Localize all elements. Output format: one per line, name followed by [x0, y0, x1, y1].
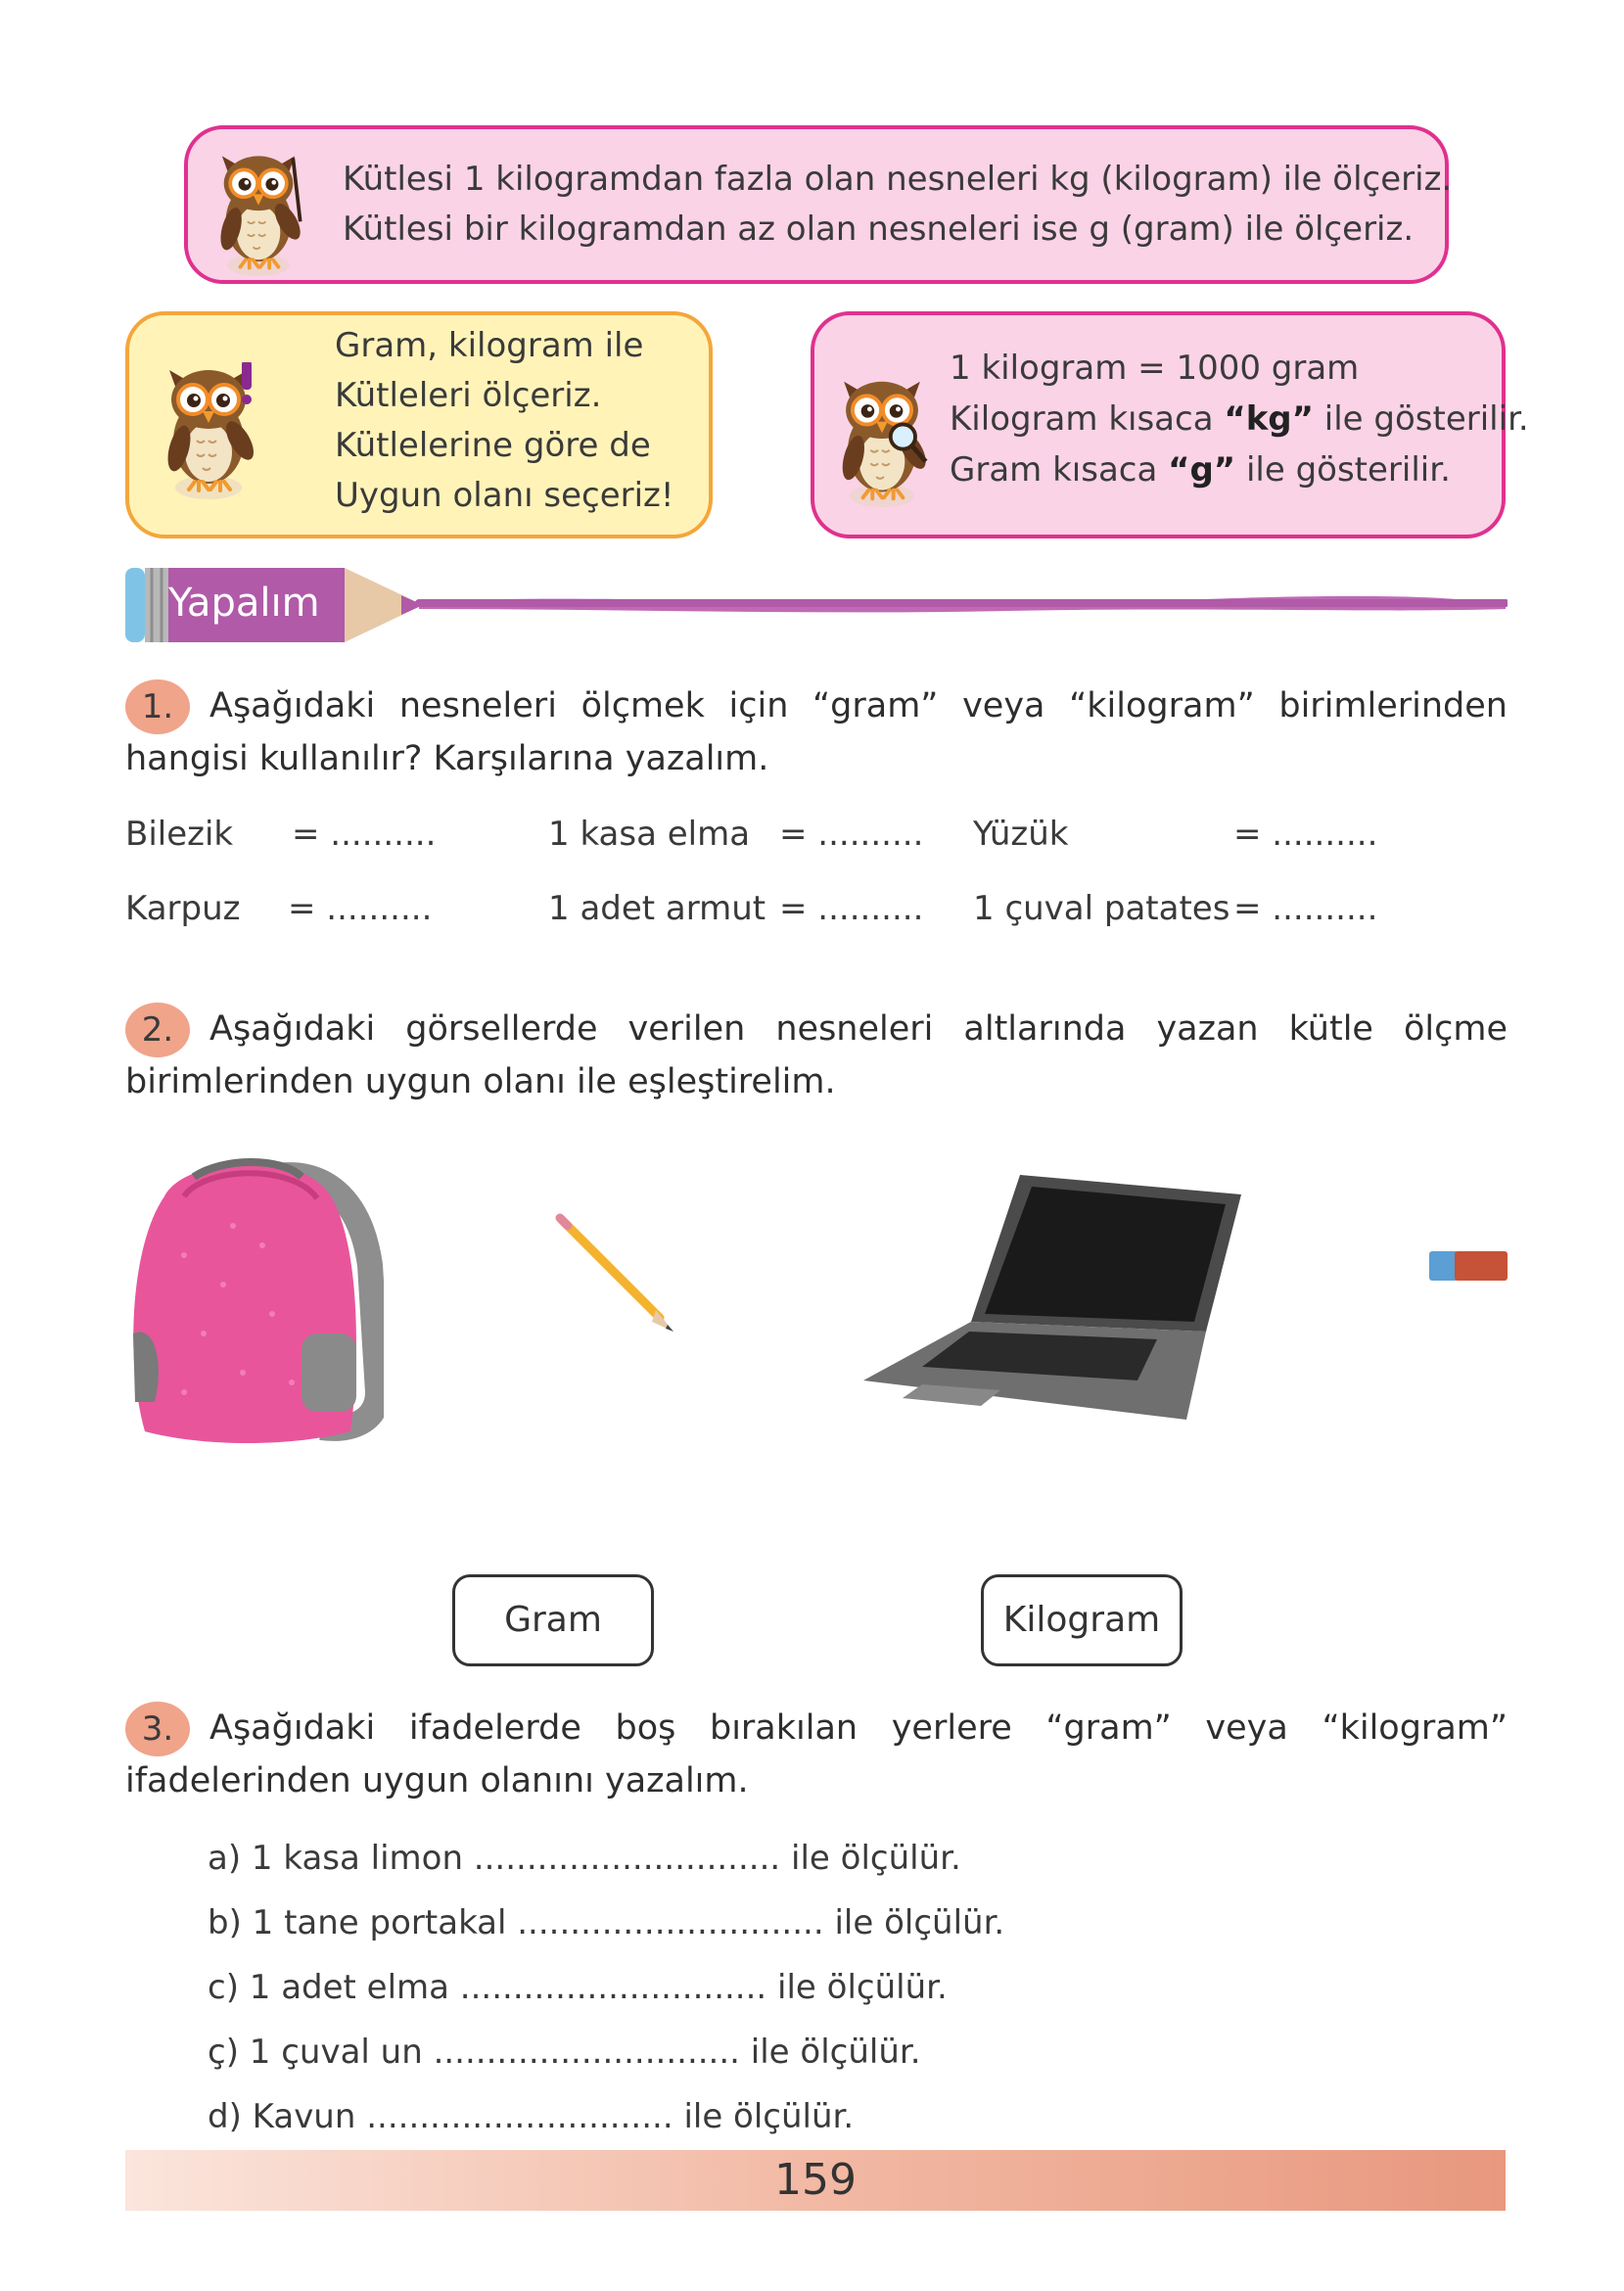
- question-2-text: Aşağıdaki görsellerde verilen nesneleri altlarında yazan kütle ölçme birimlerinden uygun olanı ile eşleştirelim.: [125, 1009, 1508, 1101]
- yellow-info-line: Kütleleri ölçeriz.: [335, 376, 602, 415]
- yellow-info-text: [335, 321, 674, 521]
- section-title: Yapalım: [168, 581, 320, 626]
- q1-item-label: 1 adet armut: [548, 889, 766, 928]
- q1-item-label: Bilezik: [125, 815, 234, 854]
- section-header: [125, 566, 1508, 644]
- pink-line3-bold: “g”: [1168, 450, 1236, 490]
- yellow-info-box: [125, 311, 713, 538]
- pink-line3-pre: Gram kısaca: [950, 450, 1169, 490]
- q1-item-answer[interactable]: = ..........: [779, 815, 924, 854]
- question-1-text: Aşağıdaki nesneleri ölçmek için “gram” veya “kilogram” birimlerinden hangisi kullanılır? Karşılarına yazalım.: [125, 686, 1508, 778]
- unit-box-kilogram[interactable]: Kilogram: [981, 1574, 1183, 1666]
- pink-info-box: [811, 311, 1529, 538]
- pink-info-text: [950, 343, 1529, 495]
- question-2-number: 2.: [125, 1003, 190, 1057]
- q1-item-label: 1 kasa elma: [548, 815, 751, 854]
- backpack-icon[interactable]: [125, 1138, 384, 1447]
- pink-line2-bold: “kg”: [1224, 399, 1314, 439]
- footer-bar: [125, 2150, 1506, 2211]
- owl-exclamation-icon: [155, 362, 262, 499]
- owl-teacher-icon: [209, 149, 307, 276]
- laptop-icon[interactable]: [863, 1175, 1241, 1420]
- eraser-icon[interactable]: [1429, 1249, 1508, 1283]
- pencil-banner-icon: [125, 566, 1508, 644]
- q1-item-answer[interactable]: = ..........: [779, 889, 924, 928]
- question-3-number: 3.: [125, 1702, 190, 1756]
- pink-line2-post: ile gösterilir.: [1313, 399, 1529, 439]
- q1-item-answer[interactable]: = ..........: [288, 889, 433, 928]
- question-1-number: 1.: [125, 679, 190, 734]
- q1-item-answer[interactable]: = ..........: [1233, 889, 1378, 928]
- top-info-box: [184, 125, 1453, 284]
- page-number: 159: [774, 2155, 857, 2205]
- pink-line3-post: ile gösterilir.: [1235, 450, 1451, 490]
- top-info-line: Kütlesi bir kilogramdan az olan nesneleri ise g (gram) ile ölçeriz.: [343, 210, 1415, 249]
- q3-item[interactable]: ç) 1 çuval un ............................. ile ölçülür.: [208, 2033, 921, 2072]
- q1-item-answer[interactable]: = ..........: [1233, 815, 1378, 854]
- q3-item[interactable]: b) 1 tane portakal ............................. ile ölçülür.: [208, 1903, 1005, 1942]
- pink-info-line: 1 kilogram = 1000 gram: [950, 349, 1360, 388]
- q3-item[interactable]: c) 1 adet elma ............................. ile ölçülür.: [208, 1968, 948, 2007]
- yellow-info-line: Gram, kilogram ile: [335, 326, 644, 365]
- q1-item-label: Yüzük: [973, 815, 1069, 854]
- pencil-icon[interactable]: [554, 1212, 677, 1335]
- yellow-info-line: Kütlelerine göre de: [335, 426, 651, 465]
- pink-line2-pre: Kilogram kısaca: [950, 399, 1225, 439]
- q3-item[interactable]: a) 1 kasa limon ............................. ile ölçülür.: [208, 1839, 961, 1878]
- pink-info-line: [950, 394, 1529, 444]
- owl-magnifier-icon: [828, 374, 936, 507]
- unit-box-gram[interactable]: Gram: [452, 1574, 654, 1666]
- q1-item-answer[interactable]: = ..........: [292, 815, 437, 854]
- top-info-line: Kütlesi 1 kilogramdan fazla olan nesneleri kg (kilogram) ile ölçeriz.: [343, 160, 1453, 199]
- question-3-text: Aşağıdaki ifadelerde boş bırakılan yerlere “gram” veya “kilogram” ifadelerinden uygun olanını yazalım.: [125, 1708, 1508, 1800]
- q1-item-label: Karpuz: [125, 889, 241, 928]
- yellow-info-line: Uygun olanı seçeriz!: [335, 476, 674, 515]
- top-info-text: [343, 155, 1452, 255]
- pink-info-line: [950, 444, 1529, 495]
- q1-item-label: 1 çuval patates: [973, 889, 1230, 928]
- q3-item[interactable]: d) Kavun ............................. ile ölçülür.: [208, 2097, 855, 2136]
